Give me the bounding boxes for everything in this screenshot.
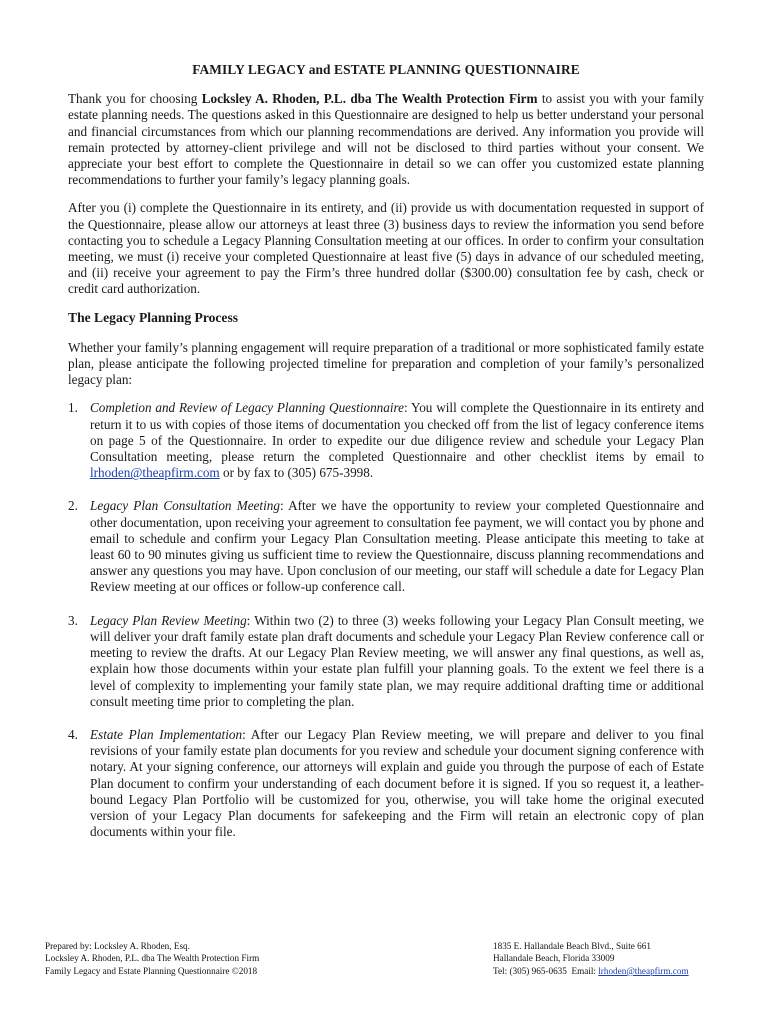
footer-copyright: Family Legacy and Estate Planning Questionnaire ©2018 xyxy=(45,965,258,976)
process-steps xyxy=(68,400,704,840)
intro-paragraph-1 xyxy=(68,91,704,188)
footer-address-line-2: Hallandale Beach, Florida 33009 xyxy=(493,953,615,964)
firm-name: Locksley A. Rhoden, P.L. dba The Wealth Protection Firm xyxy=(201,91,538,107)
footer-tel: Tel: (305) 965-0635 Email: xyxy=(493,965,599,976)
footer-left xyxy=(45,940,259,977)
step-number: 1. xyxy=(68,400,78,416)
step-text: : You will complete the Questionnaire in its entirety and return it to us with copies of those items of documentation you checked off from the list of legacy conference items on page 5 of the Questionnaire. In order to expedite our due diligence review and schedule your Legacy Plan Consultation meeting, please return the completed Questionnaire and other checklist items by email to xyxy=(90,400,704,465)
step-1 xyxy=(68,400,704,481)
step-text: : After our Legacy Plan Review meeting, we will prepare and deliver to you final revisions of your family estate plan documents for you review and schedule your document signing conference with notary. At your signing conference, our attorneys will explain and guide you through the purpose of each of Estate Plan document to confirm your understanding of each document before it is signed. If you so request it, a leather-bound Legacy Plan Portfolio will be customized for you, otherwise, you will take home the original executed version of your Legacy Plan documents for safekeeping and the Firm will retain an electronic copy of plan documents within your file. xyxy=(90,726,705,840)
step-2 xyxy=(68,498,704,595)
step-number: 2. xyxy=(68,498,78,514)
step-3 xyxy=(68,613,704,710)
step-4 xyxy=(68,727,704,840)
process-intro: Whether your family’s planning engagement will require preparation of a traditional or more sophisticated family estate plan, please anticipate the following projected timeline for preparation and completion of your family’s personalized legacy plan: xyxy=(68,339,704,388)
intro-paragraph-2: After you (i) complete the Questionnaire in its entirety, and (ii) provide us with documentation requested in support of the Questionnaire, please allow our attorneys at least three (3) business days to review the information you send before contacting you to schedule a Legacy Planning Consultation meeting at our offices. In order to confirm your consultation meeting, we must (i) receive your completed Questionnaire at least five (5) days in advance of our scheduled meeting, and (ii) receive your agreement to pay the Firm’s three hundred dollar ($300.00) consultation fee by cash, check or credit card authorization. xyxy=(68,200,704,297)
footer-address-line-1: 1835 E. Hallandale Beach Blvd., Suite 661 xyxy=(493,941,651,951)
footer-right xyxy=(493,940,689,977)
step-text: : After we have the opportunity to review your completed Questionnaire and other documentation, upon receiving your agreement to consultation fee payment, we will contact you by phone and email to schedule and confirm your Legacy Plan Consultation meeting. Please anticipate this meeting to take at least 60 to 90 minutes giving us sufficient time to review the Questionnaire, discuss planning recommendations and answer any questions you may have. Upon conclusion of our meeting, our staff will schedule a date for Legacy Plan Review meeting at our offices or follow-up conference call. xyxy=(90,498,705,595)
footer-email-link[interactable]: lrhoden@theapfirm.com xyxy=(598,965,689,976)
section-heading: The Legacy Planning Process xyxy=(68,309,239,325)
step-text: : Within two (2) to three (3) weeks following your Legacy Plan Consult meeting, we will deliver your draft family estate plan draft documents and schedule your Legacy Plan Review conference call or meeting to review the drafts. At our Legacy Plan Review meeting, we will answer any final questions, as well as, explain how those documents within your estate plan fulfill your planning goals. To the extent we feel there is a level of complexity to implementing your family state plan, we may require additional drafting time or additional consult meeting time prior to completing the plan. xyxy=(90,612,704,709)
footer-prepared-by: Prepared by: Locksley A. Rhoden, Esq. xyxy=(45,941,190,951)
step-title: Estate Plan Implementation xyxy=(90,726,243,742)
step-text-after: or by fax to (305) 675-3998. xyxy=(219,465,374,481)
intro-text-post: to assist you with your family estate planning needs. The questions asked in this Questionnaire are designed to help us better understand your personal and financial circumstances from which our planning recommendations are derived. Any information you provide will remain protected by attorney-client privilege and will not be disclosed to third parties without your consent. We appreciate your best effort to complete the Questionnaire in detail so we can offer you customized estate planning recommendations to further your family’s legacy planning goals. xyxy=(68,91,704,188)
step-number: 3. xyxy=(68,612,78,628)
step-number: 4. xyxy=(68,726,78,742)
footer-contact xyxy=(493,965,689,977)
step-title: Legacy Plan Consultation Meeting xyxy=(90,498,280,514)
document-title: FAMILY LEGACY and ESTATE PLANNING QUESTIONNAIRE xyxy=(192,62,580,77)
footer-firm: Locksley A. Rhoden, P.L. dba The Wealth Protection Firm xyxy=(45,953,260,964)
step-title: Legacy Plan Review Meeting xyxy=(90,612,247,628)
document-body xyxy=(68,62,704,857)
email-link[interactable]: lrhoden@theapfirm.com xyxy=(90,465,220,481)
step-title: Completion and Review of Legacy Planning Questionnaire xyxy=(90,400,405,416)
intro-text-pre: Thank you for choosing xyxy=(68,91,202,107)
